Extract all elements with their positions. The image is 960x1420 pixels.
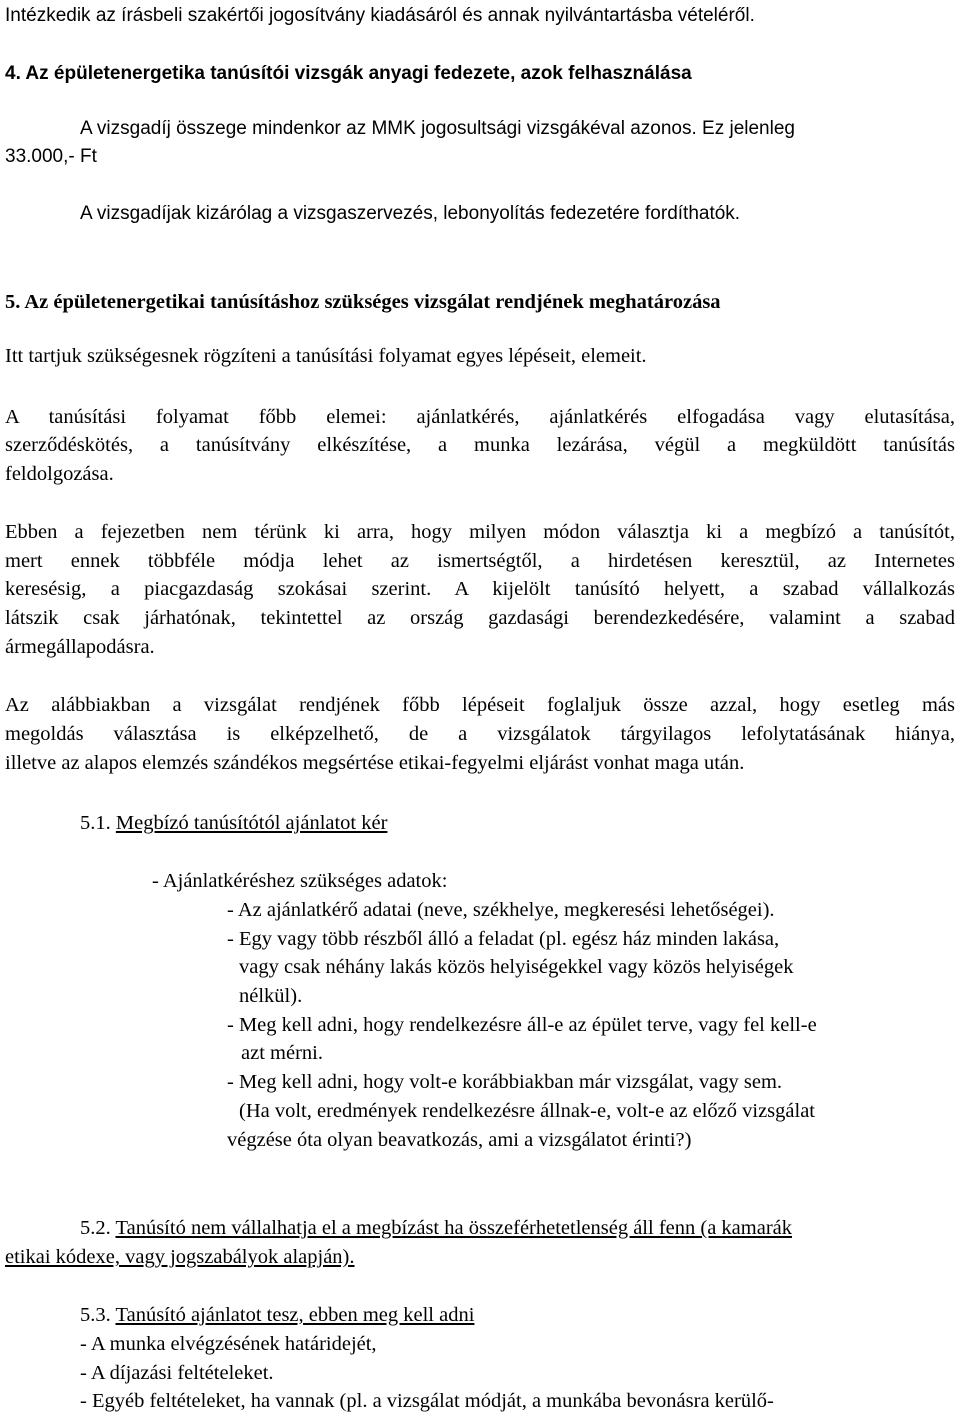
subsection-5-2-title-line-1: Tanúsító nem vállalhatja el a megbízást ha összeférhetetlenség áll fenn (a kamarák <box>115 1217 792 1239</box>
subsection-5-3-number: 5.3. <box>80 1304 116 1326</box>
subsection-5-2-heading-line-1 <box>80 1216 792 1240</box>
requirement-item-3-line-2: azt mérni. <box>241 1042 323 1064</box>
requirements-heading: - Ajánlatkéréshez szükséges adatok: <box>152 870 448 892</box>
subsection-5-3-heading <box>80 1303 474 1327</box>
subsection-5-2-number: 5.2. <box>80 1217 116 1239</box>
requirement-item-2-line-2: vagy csak néhány lakás közös helyiségekkel vagy közös helyiségek <box>239 956 794 978</box>
subsection-5-3-title: Tanúsító ajánlatot tesz, ebben meg kell adni <box>115 1304 475 1326</box>
subsection-5-1-number: 5.1. <box>80 812 116 834</box>
subsection-5-1-title: Megbízó tanúsítótól ajánlatot kér <box>115 812 388 834</box>
section-5-paragraph-2-line-2: szerződéskötés, a tanúsítvány elkészítése, a munka lezárása, végül a megküldött tanúsítás <box>5 434 955 456</box>
section-4-heading: 4. Az épületenergetika tanúsítói vizsgák anyagi fedezete, azok felhasználása <box>5 63 692 84</box>
section-4-paragraph-1-line-1: A vizsgadíj összege mindenkor az MMK jogosultsági vizsgákéval azonos. Ez jelenleg <box>80 118 795 139</box>
section-5-paragraph-3-line-5: ármegállapodásra. <box>5 636 155 658</box>
requirement-item-4-line-3: végzése óta olyan beavatkozás, ami a vizsgálatot érinti?) <box>227 1129 692 1151</box>
section-5-paragraph-2-line-3: feldolgozása. <box>5 463 114 485</box>
section-5-paragraph-3-line-1: Ebben a fejezetben nem térünk ki arra, hogy milyen módon választja ki a megbízó a tanúsítót, <box>5 521 955 543</box>
section-4-paragraph-1-line-2: 33.000,- Ft <box>5 146 97 167</box>
section-5-paragraph-3-line-3: keresésig, a piacgazdaság szokásai szerint. A kijelölt tanúsító helyett, a szabad vállalkozás <box>5 578 955 600</box>
subsection-5-1-heading <box>80 811 387 835</box>
requirement-item-1: - Az ajánlatkérő adatai (neve, székhelye, megkeresési lehetőségei). <box>227 899 775 921</box>
requirement-item-3-line-1: - Meg kell adni, hogy rendelkezésre áll-e az épület terve, vagy fel kell-e <box>227 1014 817 1036</box>
requirement-item-4-line-1: - Meg kell adni, hogy volt-e korábbiakban már vizsgálat, vagy sem. <box>227 1071 783 1093</box>
requirement-item-2-line-1: - Egy vagy több részből álló a feladat (pl. egész ház minden lakása, <box>227 928 780 950</box>
section-5-paragraph-4-line-3: illetve az alapos elemzés szándékos megsértése etikai-fegyelmi eljárást vonhat maga után. <box>5 752 745 774</box>
section-4-paragraph-2: A vizsgadíjak kizárólag a vizsgaszervezés, lebonyolítás fedezetére fordíthatók. <box>80 203 741 224</box>
header-line: Intézkedik az írásbeli szakértői jogosítvány kiadásáról és annak nyilvántartásba vételéről. <box>5 5 755 26</box>
section-5-paragraph-3-line-4: látszik csak járhatónak, tekintettel az ország gazdasági berendezkedésére, valamint a szabad <box>5 607 955 629</box>
section-5-paragraph-1: Itt tartjuk szükségesnek rögzíteni a tanúsítási folyamat egyes lépéseit, elemeit. <box>5 345 647 367</box>
offer-item-1: - A munka elvégzésének határidejét, <box>80 1333 377 1355</box>
section-5-heading: 5. Az épületenergetikai tanúsításhoz szükséges vizsgálat rendjének meghatározása <box>5 291 721 313</box>
subsection-5-2-title-line-2: etikai kódexe, vagy jogszabályok alapján). <box>5 1246 355 1268</box>
offer-item-3: - Egyéb feltételeket, ha vannak (pl. a vizsgálat módját, a munkába bevonásra kerülő- <box>80 1390 774 1412</box>
section-5-paragraph-3-line-2: mert ennek többféle módja lehet az ismertségtől, a hirdetésen keresztül, az Internetes <box>5 550 955 572</box>
section-5-paragraph-4-line-2: megoldás választása is elképzelhető, de a vizsgálatok tárgyilagos lefolytatásának hiánya, <box>5 723 955 745</box>
requirement-item-2-line-3: nélkül). <box>239 985 303 1007</box>
offer-item-2: - A díjazási feltételeket. <box>80 1362 274 1384</box>
requirement-item-4-line-2: (Ha volt, eredmények rendelkezésre állnak-e, volt-e az előző vizsgálat <box>239 1100 815 1122</box>
section-5-paragraph-4-line-1: Az alábbiakban a vizsgálat rendjének főbb lépéseit foglaljuk össze azzal, hogy esetleg más <box>5 694 955 716</box>
section-5-paragraph-2-line-1: A tanúsítási folyamat főbb elemei: ajánlatkérés, ajánlatkérés elfogadása vagy elutasítása, <box>5 406 955 428</box>
